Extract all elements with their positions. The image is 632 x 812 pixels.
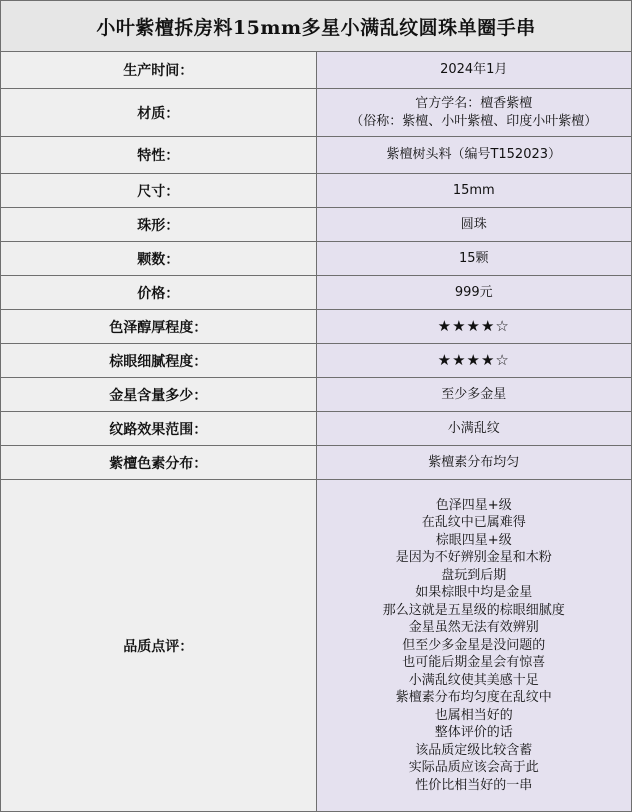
review-line: 金星虽然无法有效辨别 [408, 620, 539, 636]
value-line: 15mm [452, 182, 495, 198]
label-quality-review: 品质点评： [1, 480, 317, 812]
row-property [1, 137, 632, 174]
label-bead-shape: 珠形： [1, 208, 317, 242]
product-title: 小叶紫檀拆房料15mm多星小满乱纹圆珠单圈手串 [1, 1, 632, 52]
value-bead-count [316, 242, 632, 276]
value-line: 圆珠 [460, 216, 487, 232]
value-grain-effect [316, 412, 632, 446]
review-line: 色泽四星+级 [435, 497, 512, 513]
label-price: 价格： [1, 276, 317, 310]
value-production-time [316, 52, 632, 89]
review-line: 该品质定级比较含蓄 [415, 742, 533, 758]
row-production-time [1, 52, 632, 89]
value-line: 小满乱纹 [447, 420, 500, 436]
label-material: 材质： [1, 89, 317, 137]
row-grain-effect [1, 412, 632, 446]
review-line: 盘玩到后期 [441, 567, 507, 583]
value-material [316, 89, 632, 137]
label-property: 特性： [1, 137, 317, 174]
label-color-richness: 色泽醇厚程度： [1, 310, 317, 344]
review-line: 如果棕眼中均是金星 [415, 585, 533, 601]
value-line: 999元 [454, 284, 493, 300]
row-size [1, 174, 632, 208]
value-line: 官方学名：檀香紫檀 [415, 96, 533, 111]
value-bead-shape [316, 208, 632, 242]
row-bead-shape [1, 208, 632, 242]
row-pore-fineness [1, 344, 632, 378]
label-bead-count: 颗数： [1, 242, 317, 276]
value-pore-fineness [316, 344, 632, 378]
review-line: 也属相当好的 [434, 707, 513, 723]
value-line: 2024年1月 [440, 62, 508, 78]
value-price [316, 276, 632, 310]
row-gold-star-content [1, 378, 632, 412]
row-pigment-distribution [1, 446, 632, 480]
review-line: 是因为不好辨别金星和木粉 [395, 550, 552, 566]
row-quality-review [1, 480, 632, 812]
value-pigment-distribution [316, 446, 632, 480]
review-line: 小满乱纹使其美感十足 [408, 672, 539, 688]
review-line: 实际品质应该会高于此 [408, 760, 539, 776]
value-line: 紫檀素分布均匀 [428, 454, 520, 470]
value-color-richness [316, 310, 632, 344]
row-bead-count [1, 242, 632, 276]
review-line: 在乱纹中已属难得 [421, 515, 526, 531]
value-property [316, 137, 632, 174]
label-size: 尺寸： [1, 174, 317, 208]
review-line: 紫檀素分布均匀度在乱纹中 [395, 690, 552, 706]
review-line: 但至少多金星是没问题的 [402, 637, 546, 653]
label-gold-star-content: 金星含量多少： [1, 378, 317, 412]
review-line: 也可能后期金星会有惊喜 [402, 655, 546, 671]
review-line: 棕眼四星+级 [435, 532, 512, 548]
label-grain-effect: 纹路效果范围： [1, 412, 317, 446]
star-rating: ★★★★☆ [437, 350, 510, 369]
value-quality-review [316, 480, 632, 812]
value-line: （俗称：紫檀、小叶紫檀、印度小叶紫檀） [350, 113, 598, 129]
label-pore-fineness: 棕眼细腻程度： [1, 344, 317, 378]
review-line: 那么这就是五星级的棕眼细腻度 [382, 602, 565, 618]
row-price [1, 276, 632, 310]
value-line: 至少多金星 [441, 386, 507, 402]
value-size [316, 174, 632, 208]
label-production-time: 生产时间： [1, 52, 317, 89]
row-material [1, 89, 632, 137]
row-color-richness [1, 310, 632, 344]
star-rating: ★★★★☆ [437, 316, 510, 335]
review-line: 性价比相当好的一串 [415, 777, 533, 793]
review-line: 整体评价的话 [434, 725, 513, 741]
label-pigment-distribution: 紫檀色素分布： [1, 446, 317, 480]
value-line: 15颗 [458, 250, 489, 266]
title-row [1, 1, 632, 52]
value-line: 紫檀树头料（编号T152023） [386, 147, 562, 163]
value-gold-star-content [316, 378, 632, 412]
